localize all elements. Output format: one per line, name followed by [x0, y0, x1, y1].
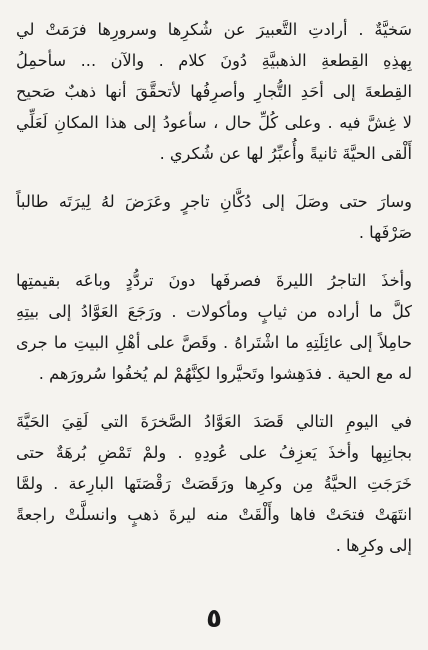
text-line: بجانِبِها وأخذَ يَعزِفُ على عُودِهِ . ولمْ تَمْضِ بُرهَةٌ حتى	[16, 443, 412, 462]
text-line: له مع الحية . فدَهِشوا وتَحيَّروا لكِنَّهُمْ لم يُخفُوا سُرورَهم .	[38, 364, 412, 383]
text-line: سَخيَّةٌ . أرادتِ التَّعبيرَ عن شُكرِها وسرورِها فرَمَتْ لي	[16, 20, 412, 39]
paragraph	[16, 406, 412, 561]
text-line: وأخذَ التاجرُ الليرةَ فصرفَها دونَ تردُّدٍ وباعَه بقيمتِها	[16, 271, 412, 290]
text-line: خَرَجَتِ الحيَّةُ مِن وكرِها ورَقَصَتْ رَقْصَتَها البارِعة . ولمَّا	[16, 474, 412, 493]
page-number: ٥	[206, 604, 222, 634]
text-line: أَلْقى الحيَّةَ ثانيةً وأُعبِّرُ لها عن شُكري .	[159, 144, 412, 163]
paragraph	[16, 265, 412, 389]
text-line: كلَّ ما أراده من ثيابٍ ومأكولات . ورَجَعَ العَوَّادُ إلى بيتِهِ	[16, 302, 412, 321]
paragraph	[16, 14, 412, 169]
text-line: إلى وكرِها .	[335, 536, 412, 555]
text-line: لا غِشَّ فيه . وعلى كُلِّ حال ، سأعودُ إلى هذا المكانِ لَعَلِّي	[16, 113, 412, 132]
text-line: حامِلاً إلى عائِلَتِهِ ما اشْتَراهُ . وقَصَّ على أهْلِ البيتِ ما جرى	[16, 333, 412, 352]
text-line: وسارَ حتى وصَلَ إلى دُكَّانِ تاجرٍ وعَرَضَ لهُ لِيرَتَه طالباً	[16, 192, 412, 211]
text-body	[16, 14, 412, 561]
text-line: في اليومِ التالي قَصَدَ العَوَّادُ الصَّخرَةَ التي لَقِيَ الحَيَّةَ	[16, 412, 412, 431]
text-line: انتَهَتْ فتحَتْ فاها وأَلْقَتْ منه ليرةَ ذهبٍ وانسلَّتْ راجعةً	[16, 505, 412, 524]
text-line: القِطعةَ إلى أحَدِ التُّجارِ وأصرِفُها لأتحقَّقَ أنها ذهبٌ صَحيح	[16, 82, 412, 101]
text-line: بِهذِهِ القِطعةِ الذهبيَّةِ دُونَ كلام . والآن ... سأحمِلُ	[16, 51, 412, 70]
paragraph	[16, 186, 412, 248]
text-line: صَرْفَها .	[358, 223, 412, 242]
